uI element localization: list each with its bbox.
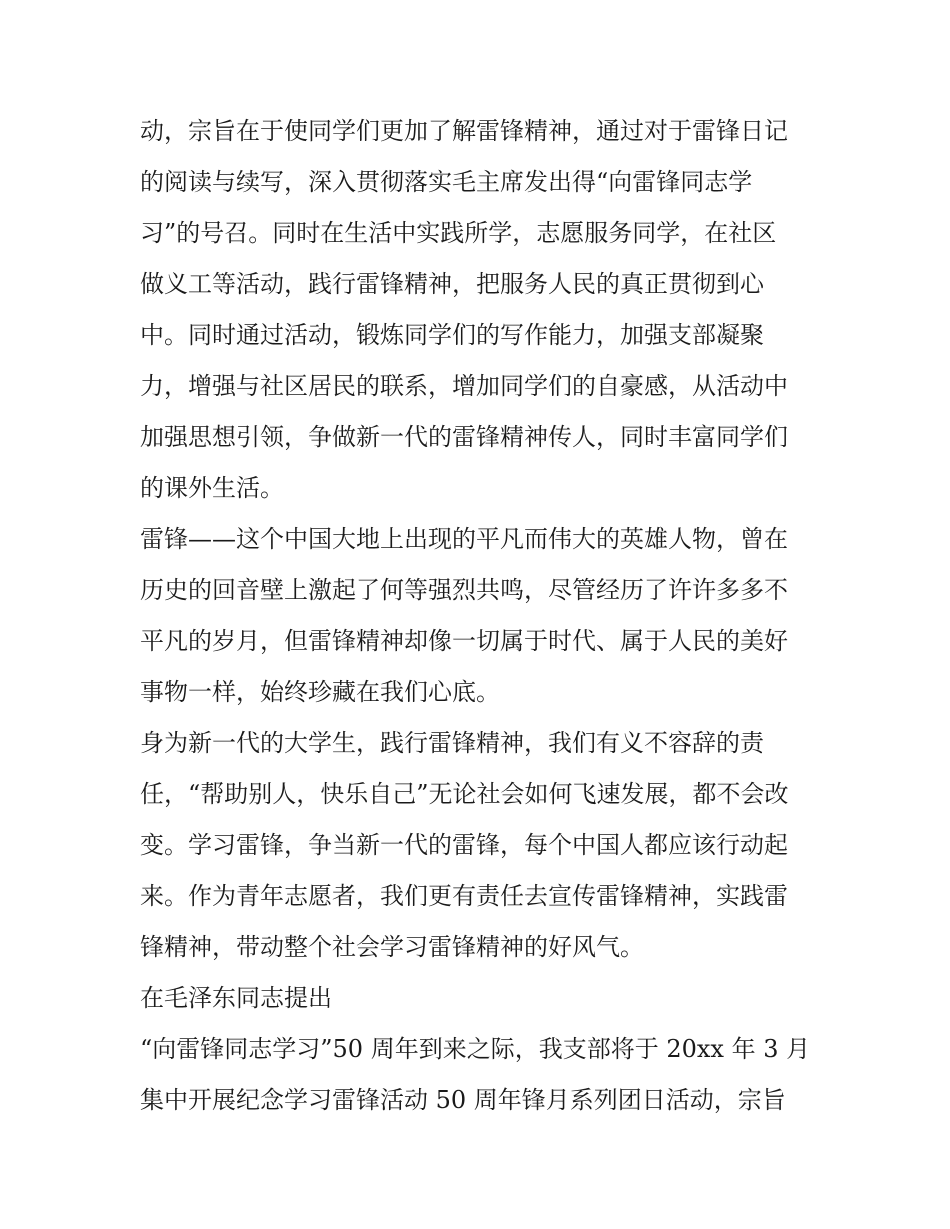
text-line: 力，增强与社区居民的联系，增加同学们的自豪感，从活动中 — [140, 372, 788, 400]
text-line: 的阅读与续写，深入贯彻落实毛主席发出得“向雷锋同志学 — [140, 168, 753, 196]
text-line: 做义工等活动，践行雷锋精神，把服务人民的真正贯彻到心 — [140, 270, 764, 298]
text-line: 变。学习雷锋，争当新一代的雷锋，每个中国人都应该行动起 — [140, 831, 788, 859]
text-line: 历史的回音壁上激起了何等强烈共鸣，尽管经历了许许多多不 — [140, 576, 788, 604]
text-line: 习”的号召。同时在生活中实践所学，志愿服务同学，在社区 — [140, 219, 777, 247]
text-line: 集中开展纪念学习雷锋活动 50 周年锋月系列团日活动，宗旨 — [140, 1086, 786, 1114]
text-line: 加强思想引领，争做新一代的雷锋精神传人，同时丰富同学们 — [140, 423, 788, 451]
text-line: 的课外生活。 — [140, 474, 284, 502]
text-line: 任，“帮助别人，快乐自己”无论社会如何飞速发展，都不会改 — [140, 780, 789, 808]
text-line: 身为新一代的大学生，践行雷锋精神，我们有义不容辞的责 — [140, 729, 764, 757]
text-line: 平凡的岁月，但雷锋精神却像一切属于时代、属于人民的美好 — [140, 627, 788, 655]
text-line: 来。作为青年志愿者，我们更有责任去宣传雷锋精神，实践雷 — [140, 882, 788, 910]
text-line: 中。同时通过活动，锻炼同学们的写作能力，加强支部凝聚 — [140, 321, 764, 349]
text-line: 动，宗旨在于使同学们更加了解雷锋精神，通过对于雷锋日记 — [140, 117, 788, 145]
text-line: 事物一样，始终珍藏在我们心底。 — [140, 678, 500, 706]
document-body — [140, 106, 820, 1126]
text-line: “向雷锋同志学习”50 周年到来之际，我支部将于 20xx 年 3 月 — [140, 1035, 811, 1063]
text-line: 在毛泽东同志提出 — [140, 984, 332, 1012]
text-line: 雷锋——这个中国大地上出现的平凡而伟大的英雄人物，曾在 — [140, 525, 788, 553]
text-line: 锋精神，带动整个社会学习雷锋精神的好风气。 — [140, 933, 644, 961]
